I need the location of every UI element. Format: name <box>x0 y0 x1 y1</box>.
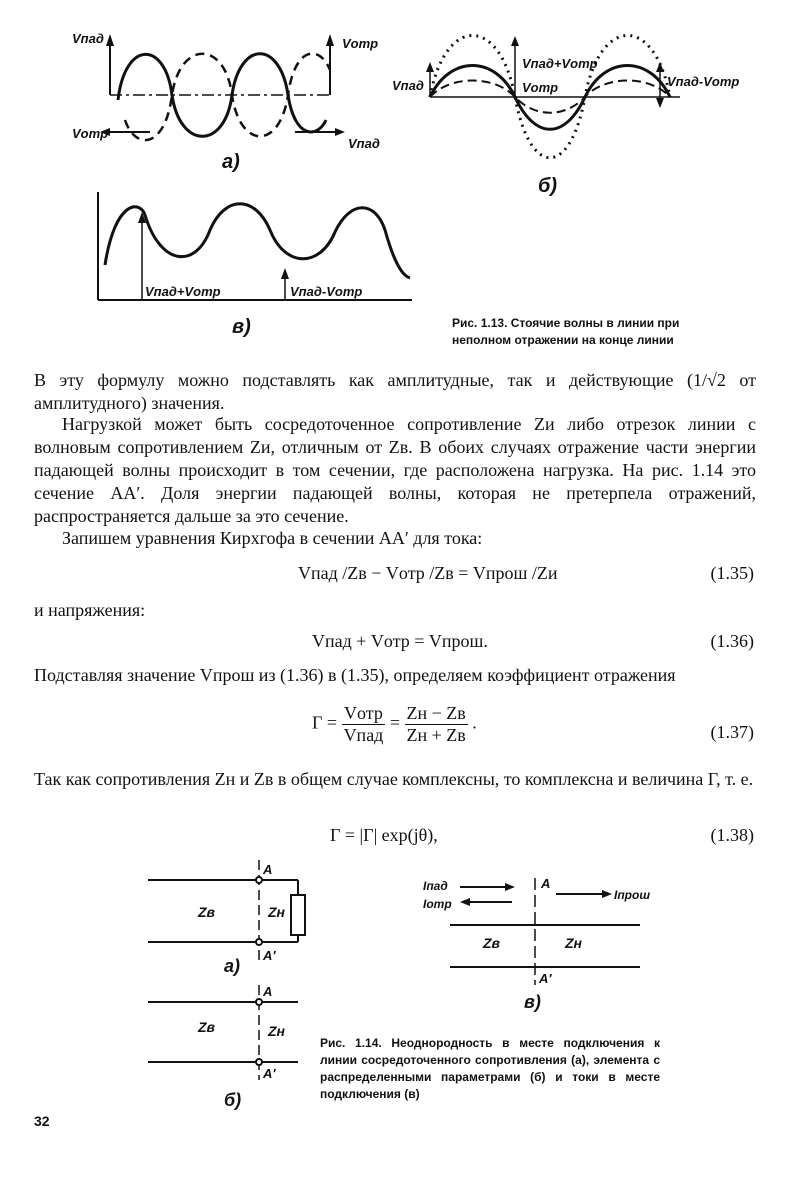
eq137-fraction-1: $\frac{\text{Vотр}}{\text{Vпад}}$ <box>343 703 384 745</box>
eq137-fraction-2: $\frac{Zн - Zв}{Zн + Zв}$ <box>406 703 466 745</box>
fig114v-Zv: Zв <box>483 935 501 951</box>
eq137-equals: = <box>389 712 400 733</box>
fig-a-vpad-label: Vпад <box>72 31 104 46</box>
paragraph-1: В эту формулу можно подставлять как амплитудные, так и действующие (1/√2 от амплитудного) значения. <box>34 370 756 413</box>
fig114b-letter: б) <box>224 1090 242 1110</box>
paragraph-3: Запишем уравнения Кирхгофа в сечении AA′ для тока: <box>62 528 483 548</box>
fig114b-A: A <box>263 984 273 999</box>
figure-1-13-caption: Рис. 1.13. Стоячие волны в линии при неполном отражении на конце линии <box>452 316 680 347</box>
paragraph-4: и напряжения: <box>34 600 146 620</box>
fig114a-Zv: Zв <box>198 904 216 920</box>
fig-a-votr-label-left: Vотр <box>72 126 109 141</box>
fig114b-Zn: Zн <box>268 1023 286 1039</box>
fig-b-votr-label: Vотр <box>522 80 559 95</box>
fig114b-Aprime: A′ <box>263 1066 276 1081</box>
fig114v-letter: в) <box>524 992 541 1012</box>
fig114v-Ipad: Iпад <box>423 879 448 893</box>
fig-v-vdiff-label: Vпад-Vотр <box>290 284 363 299</box>
equation-1-35: Vпад /Zв − Vотр /Zв = Vпрош /Zи <box>298 563 558 583</box>
fig114b-Zv: Zв <box>198 1019 216 1035</box>
equation-1-38-number: (1.38) <box>710 825 754 845</box>
equation-1-37-number: (1.37) <box>710 722 754 742</box>
fig-a-votr-label-right: Vотр <box>342 36 379 51</box>
fig114a-A: A <box>263 862 273 877</box>
fig114a-letter: а) <box>224 956 241 976</box>
page-number: 32 <box>34 1113 50 1129</box>
fig-v-vsum-label: Vпад+Vотр <box>145 284 221 299</box>
fig114a-Aprime: A′ <box>263 948 276 963</box>
fig-b-letter: б) <box>538 175 558 197</box>
fig-a-letter: а) <box>222 151 240 173</box>
paragraph-2: Нагрузкой может быть сосредоточенное сопротивление Zи либо отрезок линии с волновым сопротивлением Zи, отличным от Zв. В обоих случаях отражение части энергии падающей волны происходит в том сечении, где расположена нагрузка. На рис. 1.14 это сечение AA′. Доля энергии падающей волны, которая не претерпела отражений, распространяется дальше за это сечение. <box>34 414 756 526</box>
fig-b-vpad-label: Vпад <box>392 78 424 93</box>
load-resistor <box>291 895 305 935</box>
fig-b-vsum-label: Vпад+Vотр <box>522 56 598 71</box>
equation-1-36: Vпад + Vотр = Vпрош. <box>312 631 488 651</box>
paragraph-6: Так как сопротивления Zн и Zв в общем случае комплексны, то комплексна и величина Г, т. е. <box>34 769 754 789</box>
fig-v-letter: в) <box>232 316 251 338</box>
fig114v-Aprime: A′ <box>539 971 552 986</box>
figure-1-14-caption: Рис. 1.14. Неоднородность в месте подключения к линии сосредоточенного сопротивления (а), элемента с распределенными параметрами (б) и токи в месте подключения (в) <box>320 1036 660 1101</box>
equation-1-35-number: (1.35) <box>710 563 754 583</box>
equation-1-36-number: (1.36) <box>710 631 754 651</box>
fig114v-Zn: Zн <box>565 935 583 951</box>
fig114v-Iprosh: Iпрош <box>614 888 650 902</box>
paragraph-5: Подставляя значение Vпрош из (1.36) в (1.35), определяем коэффициент отражения <box>34 665 676 685</box>
eq137-period: . <box>472 712 477 733</box>
fig114a-Zn: Zн <box>268 904 286 920</box>
eq137-lhs: Г = <box>312 712 338 733</box>
equation-1-38: Г = |Г| exp(jθ), <box>330 825 438 845</box>
fig-a-vpad-label-right: Vпад <box>348 136 380 151</box>
fig-b-vdiff-label: Vпад-Vотр <box>667 74 740 89</box>
fig114v-A: A <box>541 876 551 891</box>
fig114v-Iotr: Iотр <box>423 897 452 911</box>
